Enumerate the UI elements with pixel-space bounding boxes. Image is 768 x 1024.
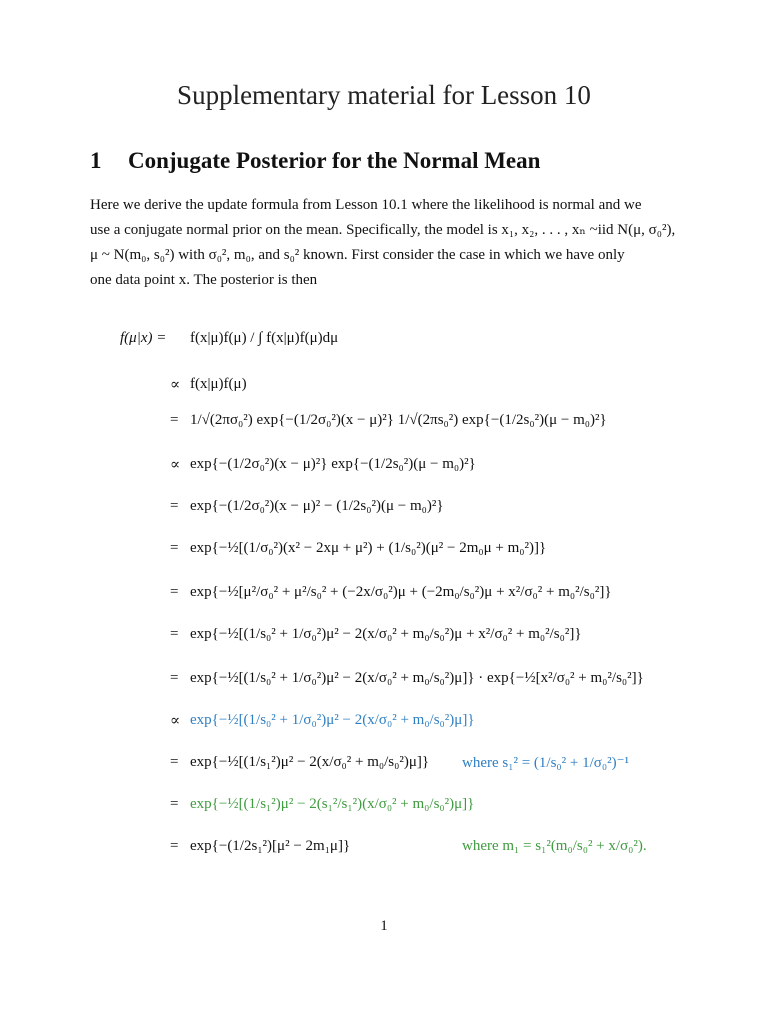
- equation-note: where s₁² = (1/s₀² + 1/σ₀²)⁻¹: [462, 754, 629, 771]
- equation-rhs: exp{−½[(1/s₀² + 1/σ₀²)μ² − 2(x/σ₀² + m₀/s₀²)μ]}: [190, 711, 475, 728]
- equation-rhs: exp{−½[(1/s₀² + 1/σ₀²)μ² − 2(x/σ₀² + m₀/s₀²)μ + x²/σ₀² + m₀²/s₀²]}: [190, 625, 582, 642]
- section-title: Conjugate Posterior for the Normal Mean: [128, 148, 541, 173]
- equation-relation: =: [170, 795, 179, 812]
- equation-rhs: exp{−½[(1/s₀² + 1/σ₀²)μ² − 2(x/σ₀² + m₀/s₀²)μ]} · exp{−½[x²/σ₀² + m₀²/s₀²]}: [190, 669, 644, 686]
- equation-relation: =: [170, 411, 179, 428]
- equation-relation: =: [170, 669, 179, 686]
- paragraph-line: use a conjugate normal prior on the mean. Specifically, the model is x₁, x₂, . . . , xₙ ~iid N(μ, σ₀²),: [90, 222, 676, 238]
- section-heading: [90, 148, 540, 174]
- document-title: Supplementary material for Lesson 10: [177, 80, 591, 110]
- equation-relation: =: [170, 497, 179, 514]
- intro-paragraph: [90, 193, 678, 293]
- page-number: 1: [380, 918, 388, 934]
- equation-rhs: 1/√(2πσ₀²) exp{−(1/2σ₀²)(x − μ)²} 1/√(2πs₀²) exp{−(1/2s₀²)(μ − m₀)²}: [190, 411, 607, 428]
- equation-relation: ∝: [170, 376, 181, 393]
- equation-rhs: exp{−½[(1/σ₀²)(x² − 2xμ + μ²) + (1/s₀²)(μ² − 2m₀μ + m₀²)]}: [190, 539, 547, 556]
- equation-rhs: exp{−(1/2σ₀²)(x − μ)²} exp{−(1/2s₀²)(μ − m₀)²}: [190, 455, 476, 472]
- equation-rhs: f(x|μ)f(μ): [190, 375, 247, 392]
- paragraph-line: one data point x. The posterior is then: [90, 272, 318, 288]
- paragraph-line: μ ~ N(m₀, s₀²) with σ₀², m₀, and s₀² known. First consider the case in which we have only: [90, 247, 625, 263]
- section-number: 1: [90, 148, 102, 173]
- equation-relation: ∝: [170, 712, 181, 729]
- paragraph-line: Here we derive the update formula from Lesson 10.1 where the likelihood is normal and we: [90, 197, 642, 213]
- equation-note: where m₁ = s₁²(m₀/s₀² + x/σ₀²).: [462, 837, 647, 854]
- equation-rhs: f(x|μ)f(μ) / ∫ f(x|μ)f(μ)dμ: [190, 329, 339, 346]
- equation-rhs: exp{−(1/2s₁²)[μ² − 2m₁μ]}: [190, 837, 351, 854]
- equation-lhs: f(μ|x) =: [120, 329, 167, 346]
- equation-rhs: exp{−(1/2σ₀²)(x − μ)² − (1/2s₀²)(μ − m₀)²}: [190, 497, 444, 514]
- equation-relation: =: [170, 753, 179, 770]
- equation-relation: =: [170, 583, 179, 600]
- equation-rhs: exp{−½[(1/s₁²)μ² − 2(x/σ₀² + m₀/s₀²)μ]}: [190, 753, 430, 770]
- equation-rhs: exp{−½[μ²/σ₀² + μ²/s₀² + (−2x/σ₀²)μ + (−2m₀/s₀²)μ + x²/σ₀² + m₀²/s₀²]}: [190, 583, 612, 600]
- equation-relation: =: [170, 625, 179, 642]
- equation-relation: ∝: [170, 456, 181, 473]
- equation-relation: =: [170, 539, 179, 556]
- equation-relation: =: [170, 837, 179, 854]
- equation-rhs: exp{−½[(1/s₁²)μ² − 2(s₁²/s₁²)(x/σ₀² + m₀/s₀²)μ]}: [190, 795, 475, 812]
